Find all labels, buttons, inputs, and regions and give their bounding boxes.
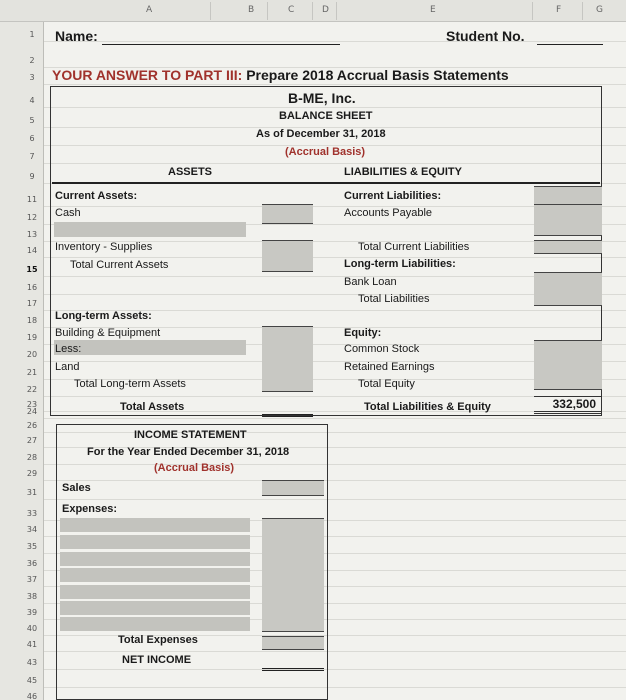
income-statement-title: INCOME STATEMENT — [134, 429, 247, 441]
row-gridline — [44, 418, 626, 419]
assets-heading: ASSETS — [168, 166, 213, 178]
row-number[interactable]: 22 — [26, 385, 38, 394]
row-number[interactable]: 21 — [26, 368, 38, 377]
row-number[interactable]: 12 — [26, 213, 38, 222]
expense-row[interactable] — [60, 601, 250, 615]
long-term-assets-amount-cell[interactable] — [262, 326, 313, 392]
total-equity-label: Total Equity — [358, 378, 415, 390]
asset-shaded-row[interactable] — [54, 222, 246, 237]
expense-row[interactable] — [60, 585, 250, 599]
expense-amount-cells[interactable] — [262, 518, 324, 632]
accounts-payable-label: Accounts Payable — [344, 207, 433, 219]
column-separator — [532, 2, 533, 20]
column-g[interactable]: G — [596, 5, 603, 15]
accounts-payable-amount-cell[interactable] — [534, 204, 602, 236]
row-number[interactable]: 5 — [29, 116, 35, 125]
row-number[interactable]: 45 — [26, 676, 38, 685]
less-label: Less: — [55, 343, 82, 355]
expense-row[interactable] — [60, 617, 250, 631]
row-number[interactable]: 29 — [26, 469, 38, 478]
row-number[interactable]: 1 — [29, 30, 35, 39]
expense-row[interactable] — [60, 518, 250, 532]
sales-amount-cell[interactable] — [262, 480, 324, 496]
column-e[interactable]: E — [430, 5, 436, 15]
cash-amount-cell[interactable] — [262, 204, 313, 224]
row-number[interactable]: 13 — [26, 230, 38, 239]
row-number[interactable]: 26 — [26, 421, 38, 430]
net-income-label: NET INCOME — [122, 654, 192, 666]
total-liabilities-label: Total Liabilities — [358, 293, 430, 305]
row-number[interactable]: 37 — [26, 575, 38, 584]
instruction-heading — [52, 67, 509, 83]
column-a[interactable]: A — [146, 5, 153, 15]
total-expenses-label: Total Expenses — [118, 634, 198, 646]
total-expenses-amount-cell[interactable] — [262, 636, 324, 650]
row-number[interactable]: 43 — [26, 658, 38, 667]
bank-loan-label: Bank Loan — [344, 276, 397, 288]
equity-amount-cell[interactable] — [534, 340, 602, 390]
row-number[interactable]: 18 — [26, 316, 38, 325]
column-separator — [582, 2, 583, 20]
row-number[interactable]: 28 — [26, 453, 38, 462]
total-current-assets-label: Total Current Assets — [70, 259, 169, 271]
name-underline[interactable] — [102, 44, 340, 45]
row-number[interactable]: 15 — [26, 265, 38, 274]
column-d[interactable]: D — [322, 5, 329, 15]
common-stock-label: Common Stock — [344, 343, 420, 355]
current-liabilities-amount-cell[interactable] — [534, 186, 602, 206]
company-name: B-ME, Inc. — [288, 90, 356, 106]
student-no-label: Student No. — [446, 28, 525, 44]
long-term-liabilities-amount-cell[interactable] — [534, 272, 602, 306]
long-term-liabilities-label: Long-term Liabilities: — [344, 258, 456, 270]
cash-label: Cash — [55, 207, 81, 219]
row-number[interactable]: 38 — [26, 592, 38, 601]
row-number[interactable]: 17 — [26, 299, 38, 308]
row-number[interactable]: 31 — [26, 488, 38, 497]
row-gridline — [44, 41, 626, 42]
building-label: Building & Equipment — [55, 327, 161, 339]
equity-label: Equity: — [344, 327, 382, 339]
retained-earnings-label: Retained Earnings — [344, 361, 435, 373]
net-income-double-underline — [262, 668, 324, 671]
row-number[interactable]: 4 — [29, 96, 35, 105]
column-separator — [312, 2, 313, 20]
total-current-liabilities-amount-cell[interactable] — [534, 240, 602, 254]
row-number[interactable]: 27 — [26, 436, 38, 445]
row-number[interactable]: 40 — [26, 624, 38, 633]
row-gridline — [44, 84, 626, 85]
column-header — [0, 0, 626, 22]
instruction-text: Prepare 2018 Accrual Basis Statements — [246, 67, 509, 83]
expense-row[interactable] — [60, 552, 250, 566]
inventory-label: Inventory - Supplies — [55, 241, 153, 253]
instruction-prefix: YOUR ANSWER TO PART III: — [52, 67, 247, 83]
row-number[interactable]: 33 — [26, 509, 38, 518]
row-number[interactable]: 35 — [26, 542, 38, 551]
liabilities-equity-heading: LIABILITIES & EQUITY — [344, 166, 462, 178]
row-number[interactable]: 3 — [29, 73, 35, 82]
sales-label: Sales — [62, 482, 91, 494]
row-number[interactable]: 16 — [26, 283, 38, 292]
expense-row[interactable] — [60, 568, 250, 582]
row-number[interactable]: 7 — [29, 152, 35, 161]
row-number[interactable]: 36 — [26, 559, 38, 568]
income-statement-basis: (Accrual Basis) — [154, 462, 235, 474]
row-number[interactable]: 24 — [26, 407, 38, 416]
income-statement-period: For the Year Ended December 31, 2018 — [87, 446, 290, 458]
total-long-term-assets-label: Total Long-term Assets — [74, 378, 186, 390]
column-c[interactable]: C — [288, 5, 295, 15]
balance-sheet-date: As of December 31, 2018 — [256, 128, 386, 140]
column-separator — [267, 2, 268, 20]
total-current-liabilities-label: Total Current Liabilities — [358, 241, 470, 253]
row-number[interactable]: 46 — [26, 692, 38, 700]
expense-row[interactable] — [60, 535, 250, 549]
row-number[interactable]: 39 — [26, 608, 38, 617]
total-liabilities-equity-label: Total Liabilities & Equity — [364, 401, 491, 413]
row-number[interactable]: 23 — [26, 400, 38, 409]
column-f[interactable]: F — [556, 5, 562, 15]
row-number[interactable]: 34 — [26, 525, 38, 534]
current-assets-amount-cell[interactable] — [262, 240, 313, 272]
name-label: Name: — [55, 28, 98, 44]
long-term-assets-label: Long-term Assets: — [55, 310, 152, 322]
expenses-label: Expenses: — [62, 503, 118, 515]
total-assets-double-underline — [262, 414, 313, 417]
column-separator — [210, 2, 211, 20]
row-number[interactable]: 20 — [26, 350, 38, 359]
row-number[interactable]: 41 — [26, 640, 38, 649]
less-shaded-row[interactable] — [54, 340, 246, 355]
heading-divider — [52, 182, 600, 184]
row-number[interactable]: 11 — [26, 195, 38, 204]
balance-sheet-basis: (Accrual Basis) — [285, 146, 366, 158]
row-number[interactable]: 2 — [29, 56, 35, 65]
total-assets-label: Total Assets — [120, 401, 185, 413]
student-no-underline[interactable] — [537, 44, 603, 45]
balance-sheet-title: BALANCE SHEET — [279, 110, 373, 122]
row-number[interactable]: 14 — [26, 246, 38, 255]
total-liabilities-equity-value[interactable]: 332,500 — [534, 396, 602, 414]
row-number[interactable]: 9 — [29, 172, 35, 181]
row-number[interactable]: 6 — [29, 134, 35, 143]
current-liabilities-label: Current Liabilities: — [344, 190, 442, 202]
column-b[interactable]: B — [248, 5, 255, 15]
current-assets-label: Current Assets: — [55, 190, 138, 202]
row-number[interactable]: 19 — [26, 333, 38, 342]
land-label: Land — [55, 361, 80, 373]
column-separator — [336, 2, 337, 20]
